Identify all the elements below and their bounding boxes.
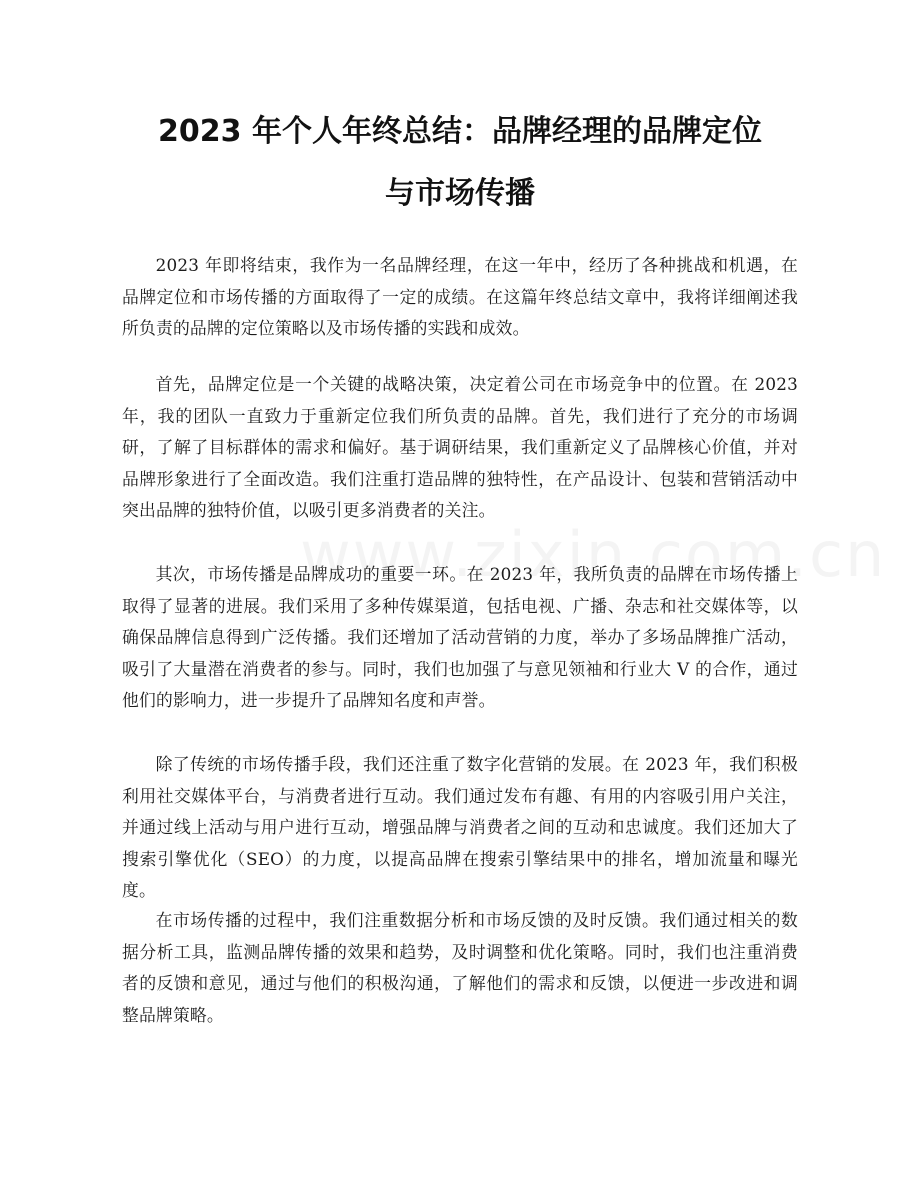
document-title-line-2: 与市场传播: [385, 176, 535, 211]
document-title-line-1: 2023 年个人年终总结：品牌经理的品牌定位: [158, 114, 762, 149]
paragraph-data-feedback: 在市场传播的过程中，我们注重数据分析和市场反馈的及时反馈。我们通过相关的数据分析工具，监测品牌传播的效果和趋势，及时调整和优化策略。同时，我们也注重消费者的反馈和意见，通过与他们的积极沟通，了解他们的需求和反馈，以便进一步改进和调整品牌策略。: [122, 910, 798, 1025]
paragraph-brand-positioning: 首先，品牌定位是一个关键的战略决策，决定着公司在市场竞争中的位置。在 2023 年，我的团队一直致力于重新定位我们所负责的品牌。首先，我们进行了充分的市场调研，了解了目标群体的需求和偏好。基于调研结果，我们重新定义了品牌核心价值，并对品牌形象进行了全面改造。我们注重打造品牌的独特性，在产品设计、包装和营销活动中突出品牌的独特价值，以吸引更多消费者的关注。: [122, 374, 798, 521]
paragraph-digital-marketing: 除了传统的市场传播手段，我们还注重了数字化营销的发展。在 2023 年，我们积极利用社交媒体平台，与消费者进行互动。我们通过发布有趣、有用的内容吸引用户关注，并通过线上活动与用户进行互动，增强品牌与消费者之间的互动和忠诚度。我们还加大了搜索引擎优化（SEO）的力度，以提高品牌在搜索引擎结果中的排名，增加流量和曝光度。: [122, 754, 798, 901]
paragraph-market-communication: 其次，市场传播是品牌成功的重要一环。在 2023 年，我所负责的品牌在市场传播上取得了显著的进展。我们采用了多种传媒渠道，包括电视、广播、杂志和社交媒体等，以确保品牌信息得到广泛传播。我们还增加了活动营销的力度，举办了多场品牌推广活动，吸引了大量潜在消费者的参与。同时，我们也加强了与意见领袖和行业大 V 的合作，通过他们的影响力，进一步提升了品牌知名度和声誉。: [122, 564, 798, 711]
paragraph-intro: 2023 年即将结束，我作为一名品牌经理，在这一年中，经历了各种挑战和机遇，在品牌定位和市场传播的方面取得了一定的成绩。在这篇年终总结文章中，我将详细阐述我所负责的品牌的定位策略以及市场传播的实践和成效。: [122, 255, 798, 339]
